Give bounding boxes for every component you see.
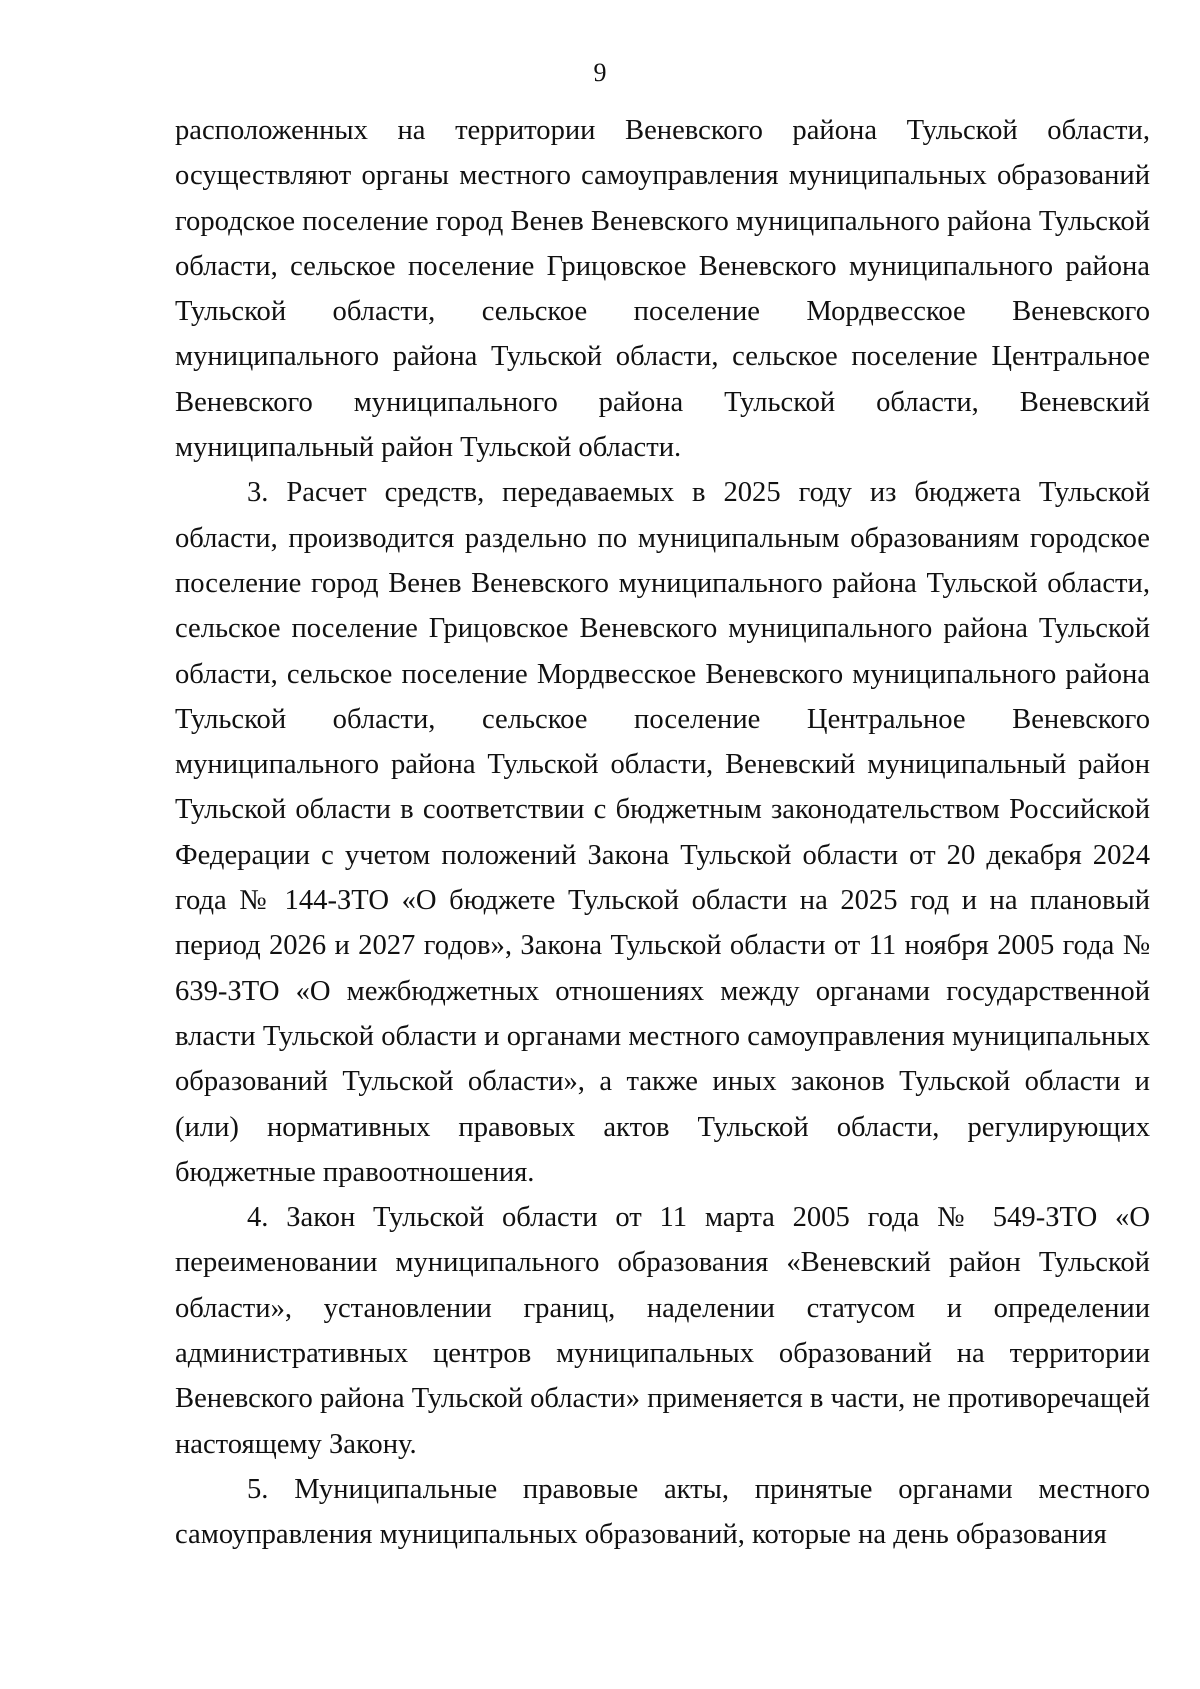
paragraph-item-5: 5. Муниципальные правовые акты, принятые органами местного самоуправления муниципальных образований, которые на день образования	[175, 1473, 1150, 1551]
paragraph-continuation: расположенных на территории Веневского района Тульской области, осуществляют органы местного самоуправления муниципальных образований городское поселение город Венев Веневского муниципального района Тульской области, сельское поселение Грицовское Веневского муниципального района Тульской области, сельское поселение Мордвесское Веневского муниципального района Тульской области, сельское поселение Центральное Веневского муниципального района Тульской области, Веневский муниципальный район Тульской области.	[175, 115, 1150, 464]
paragraph-item-4: 4. Закон Тульской области от 11 марта 2005 года № 549-ЗТО «О переименовании муниципального образования «Веневский район Тульской области», установлении границ, наделении статусом и определении административных центров муниципальных образований на территории Веневского района Тульской области» применяется в части, не противоречащей настоящему Закону.	[175, 1202, 1150, 1460]
page-number: 9	[593, 58, 607, 87]
paragraph-item-3: 3. Расчет средств, передаваемых в 2025 году из бюджета Тульской области, производится раздельно по муниципальным образованиям городское поселение город Венев Веневского муниципального района Тульской области, сельское поселение Грицовское Веневского муниципального района Тульской области, сельское поселение Мордвесское Веневского муниципального района Тульской области, сельское поселение Центральное Веневского муниципального района Тульской области, Веневский муниципальный район Тульской области в соответствии с бюджетным законодательством Российской Федерации с учетом положений Закона Тульской области от 20 декабря 2024 года № 144-ЗТО «О бюджете Тульской области на 2025 год и на плановый период 2026 и 2027 годов», Закона Тульской области от 11 ноября 2005 года № 639-ЗТО «О межбюджетных отношениях между органами государственной власти Тульской области и органами местного самоуправления муниципальных образований Тульской области», а также иных законов Тульской области и (или) нормативных правовых актов Тульской области, регулирующих бюджетные правоотношения.	[175, 477, 1150, 1188]
document-body	[175, 108, 1150, 1558]
